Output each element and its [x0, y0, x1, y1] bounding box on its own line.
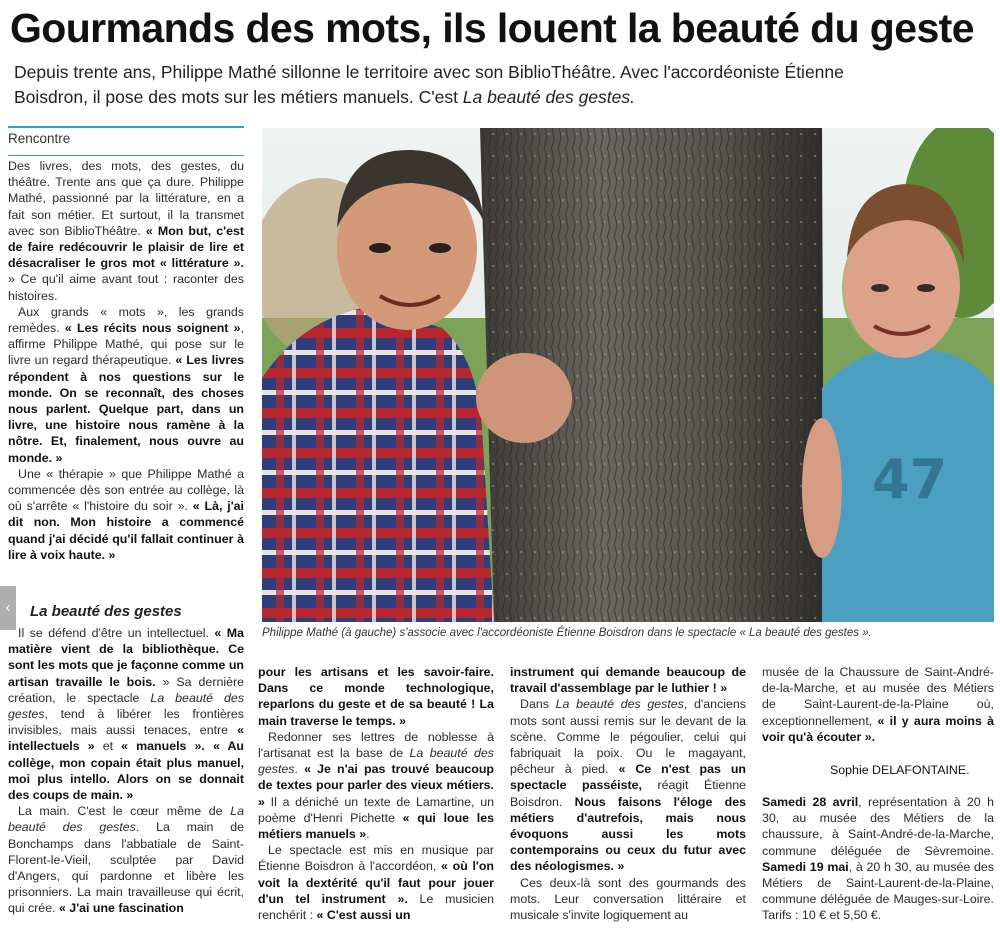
- article-photo: [262, 128, 994, 622]
- event-text-2: , à 20 h 30, au musée des Métiers de Saint-Laurent-de-la-Plaine, commune déléguée de Mauges-sur-Loire. Tarifs : 10 € et 5,50 €.: [762, 859, 995, 923]
- svg-text:47: 47: [872, 448, 948, 511]
- column-1-bottom: Il se défend d'être un intellectuel. « Ma matière vient de la bibliothèque. Ce sont les mots que je façonne comme un artisan travaille le bois. » Sa dernière création, le spectacle La beauté des gestes, tend à libérer les frontières invisibles, mais aussi tenaces, entre « intellectuels » et « manuels ». « Au collège, mon copain était plus manuel, moi plus intello. Alors on se donnait des coups de main. » La main. C'est le cœur même de La beauté des gestes. La main de Bonchamps dans l'abbatiale de Saint-Florent-le-Vieil, sculptée par David d'Angers, qui pardonne et libère les prisonniers. La main travailleuse qui écrit, qui crée. « J'ai une fascination: [8, 626, 245, 916]
- event-date-2: Samedi 19 mai: [762, 859, 849, 874]
- author-signature: Sophie DELAFONTAINE.: [830, 763, 970, 777]
- rubric-label: Rencontre: [8, 131, 71, 146]
- lede-italic: La beauté des gestes.: [462, 87, 636, 107]
- lede-text: Depuis trente ans, Philippe Mathé sillonne le territoire avec son BiblioThéâtre. Avec l'accordéoniste Étienne Boisdron, il pose des mots sur les métiers manuels. C'est: [14, 62, 844, 107]
- column-4: musée de la Chaussure de Saint-André-de-la-Marche, et au musée des Métiers de Saint-Laurent-de-la-Plaine où, exceptionnellement, « il y aura moins à voir qu'à écouter ».: [762, 665, 995, 744]
- column-2: pour les artisans et les savoir-faire. Dans ce monde technologique, reparlons du geste et de sa beauté ! La main traverse le temps. » Redonner ses lettres de noblesse à l'artisanat est la base de La beauté des gestes. « Je n'ai pas trouvé beaucoup de textes pour parler des vieux métiers. » Il a déniché un texte de Lamartine, un poème d'Henri Pichette « qui loue les métiers manuels ». Le spectacle est mis en musique par Étienne Boisdron à l'accordéon, « où l'on voit la dextérité qu'il faut pour jouer d'un tel instrument ». Le musicien renchérit : « C'est aussi un: [258, 665, 494, 923]
- event-date-1: Samedi 28 avril: [762, 795, 859, 809]
- article-headline: Gourmands des mots, ils louent la beauté du geste: [10, 5, 974, 51]
- previous-page-arrow-icon[interactable]: ‹: [0, 586, 16, 630]
- event-text-1: , représentation à 20 h 30, au musée des Métiers de la chaussure, à Saint-André-de-la-Marche, commune déléguée de Sèvremoine.: [762, 795, 994, 858]
- column-1-top: Des livres, des mots, des gestes, du théâtre. Trente ans que ça dure. Philippe Mathé, passionné par la littérature, en a fait son métier. Et surtout, il la transmet avec son BiblioThéâtre. « Mon but, c'est de faire redécouvrir le plaisir de lire et désacraliser le gros mot « littérature ». » Ce qu'il aime avant tout : raconter des histoires. Aux grands « mots », les grands remèdes. « Les récits nous soignent », affirme Philippe Mathé, qui pose sur le livre un regard thérapeutique. « Les livres répondent à nos questions sur le monde. On se reconnaît, des choses nous parlent. Quelque part, dans un livre, une histoire nous ramène à la nôtre. Et, finalement, nous ouvre au monde. » Une « thérapie » que Philippe Mathé a commencée dès son entrée au collège, là où s'arrête « l'histoire du soir ». « Là, j'ai dit non. Mon histoire a commencé quand j'ai décidé qu'il fallait continuer à lire à voix haute. »: [8, 159, 245, 562]
- event-info: [762, 794, 994, 924]
- photo-caption: Philippe Mathé (à gauche) s'associe avec l'accordéoniste Étienne Boisdron dans le spectacle « La beauté des gestes ».: [262, 627, 872, 639]
- article-subheading: La beauté des gestes: [30, 603, 182, 620]
- article-lede: [14, 60, 894, 110]
- column-3: instrument qui demande beaucoup de travail d'assemblage par le luthier ! » Dans La beauté des gestes, d'anciens mots sont aussi remis sur le devant de la scène. Comme le pégoulier, celui qui fabriquait la poix. Ou le magayant, pêcheur à pied. « Ce n'est pas un spectacle passéiste, réagit Étienne Boisdron. Nous faisons l'éloge des métiers d'autrefois, mais nous évoquons aussi les mots contemporains ou ceux du futur avec des néologismes. » Ces deux-là sont des gourmands des mots. Leur conversation littéraire et musicale s'invite logiquement au: [510, 665, 746, 923]
- photo-musicians-tree: [262, 128, 994, 622]
